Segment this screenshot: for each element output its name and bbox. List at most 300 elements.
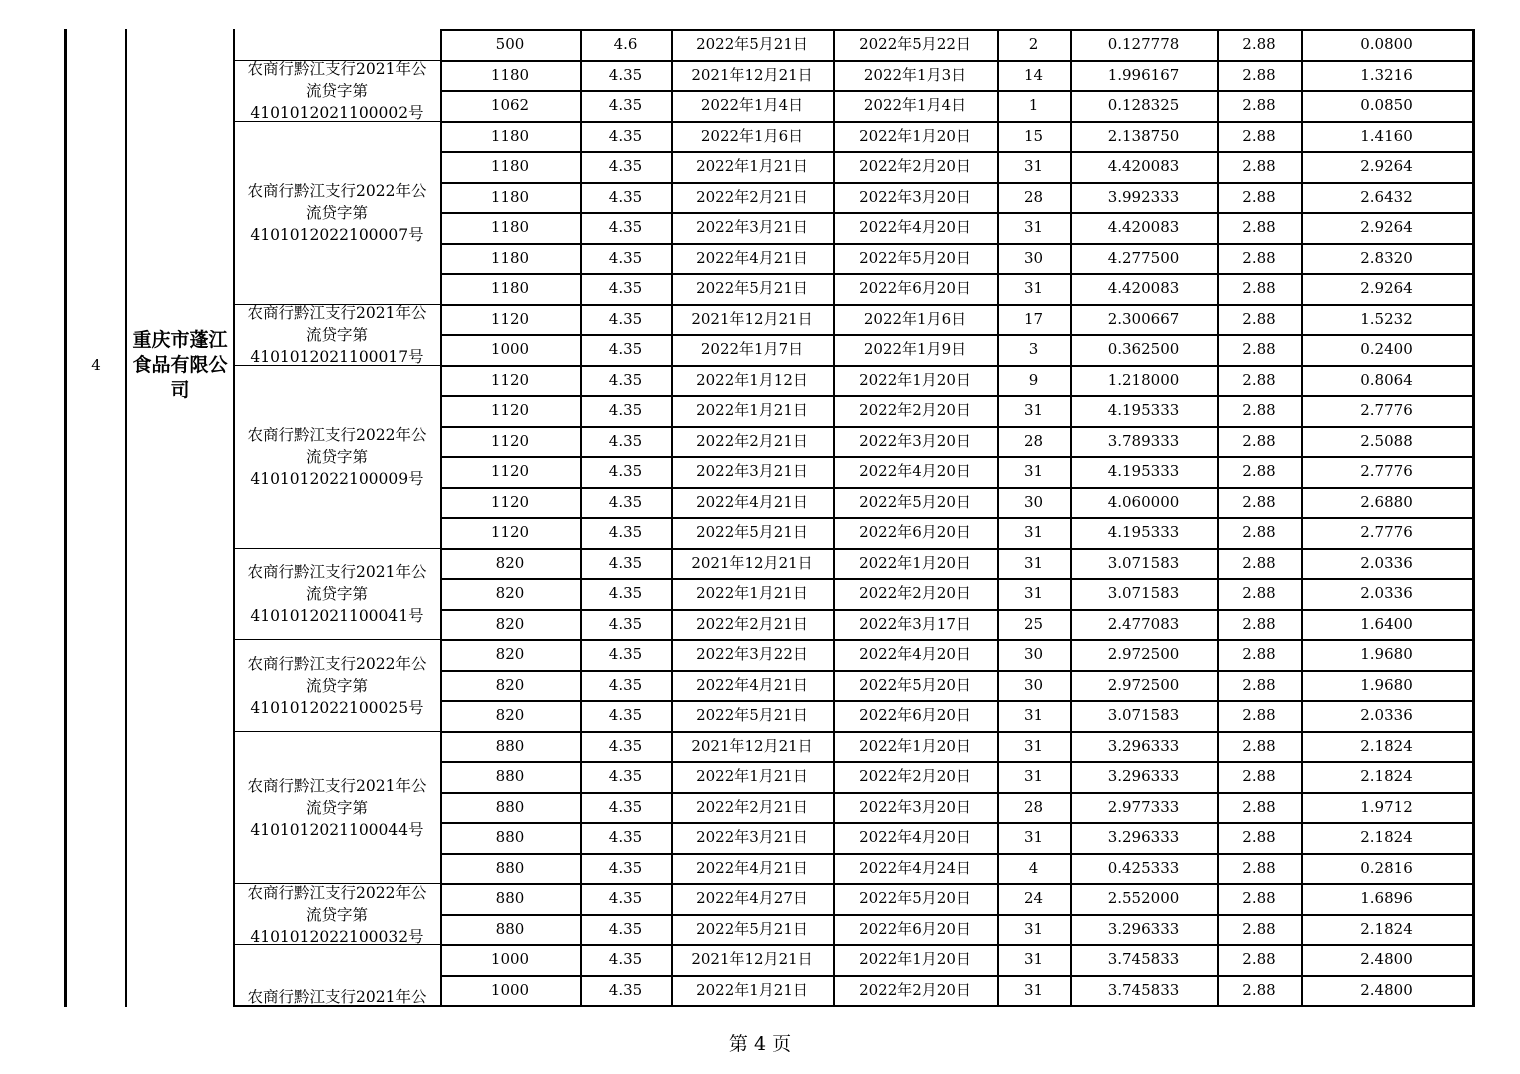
table-cell: 2.88 xyxy=(1242,797,1276,816)
table-cell: 820 xyxy=(495,614,525,633)
contract-text-line: 农商行黔江支行2021年公 xyxy=(247,988,427,1005)
table-cell: 2.88 xyxy=(1242,35,1276,53)
table-cell: 2.4800 xyxy=(1360,950,1413,968)
table-cell: 4.35 xyxy=(608,858,643,877)
table-cell: 4.195333 xyxy=(1107,462,1180,480)
table-cell: 2021年12月21日 xyxy=(691,736,813,755)
table-cell: 820 xyxy=(495,706,525,724)
outer-left-border xyxy=(64,29,67,1007)
table-cell: 31 xyxy=(1023,828,1044,846)
table-cell: 4.35 xyxy=(608,950,643,968)
table-cell: 1000 xyxy=(490,950,530,968)
table-cell: 3.745833 xyxy=(1107,980,1180,999)
table-cell: 4.35 xyxy=(608,340,643,358)
loan-contract-cell xyxy=(234,640,440,731)
table-cell: 2022年1月3日 xyxy=(863,65,967,84)
table-cell: 4.35 xyxy=(608,919,643,938)
table-cell: 1.3216 xyxy=(1360,65,1413,84)
table-cell: 2022年3月21日 xyxy=(696,462,808,480)
company-name: 重庆市蓬江食品有限公司 xyxy=(132,329,228,401)
table-cell: 2.88 xyxy=(1242,767,1276,785)
table-cell: 2022年1月4日 xyxy=(700,96,804,114)
table-cell: 25 xyxy=(1023,614,1044,633)
table-cell: 2022年2月21日 xyxy=(696,431,808,450)
table-cell: 2022年3月20日 xyxy=(859,187,971,206)
table-cell: 2022年2月20日 xyxy=(859,157,971,175)
table-cell: 2022年4月20日 xyxy=(859,218,971,236)
table-cell: 2.7776 xyxy=(1360,401,1413,419)
table-cell: 2.88 xyxy=(1242,340,1276,358)
table-cell: 880 xyxy=(495,889,525,907)
table-cell: 3.296333 xyxy=(1107,767,1180,785)
table-cell: 31 xyxy=(1023,523,1044,541)
column-border xyxy=(440,29,442,1007)
table-cell: 2.88 xyxy=(1242,309,1276,328)
table-cell: 1.5232 xyxy=(1360,309,1413,328)
table-cell: 2022年5月21日 xyxy=(696,523,808,541)
table-cell: 2022年6月20日 xyxy=(859,523,971,541)
table-cell: 4.420083 xyxy=(1107,157,1180,175)
table-cell: 820 xyxy=(495,584,525,602)
table-cell: 2022年6月20日 xyxy=(859,706,971,724)
table-cell: 880 xyxy=(495,858,525,877)
table-cell: 1 xyxy=(1028,96,1039,114)
contract-text-line: 4101012022100009号 xyxy=(250,470,424,488)
table-cell: 2.88 xyxy=(1242,431,1276,450)
contract-text-line: 4101012021100002号 xyxy=(250,104,424,121)
table-cell: 2022年1月21日 xyxy=(696,980,808,999)
table-cell: 30 xyxy=(1023,645,1044,663)
table-cell: 3.745833 xyxy=(1107,950,1180,968)
contract-text-line: 流贷字第 xyxy=(305,798,368,817)
contract-text-line: 农商行黔江支行2021年公 xyxy=(247,776,427,795)
table-cell: 0.425333 xyxy=(1107,858,1180,877)
table-cell: 1180 xyxy=(490,187,530,206)
table-cell: 2.9264 xyxy=(1360,279,1413,297)
table-cell: 0.0850 xyxy=(1360,96,1413,114)
table-cell: 2022年2月21日 xyxy=(696,187,808,206)
contract-text-line: 农商行黔江支行2021年公 xyxy=(247,563,427,582)
table-cell: 2022年2月20日 xyxy=(859,980,971,999)
table-cell: 820 xyxy=(495,553,525,572)
table-cell: 2021年12月21日 xyxy=(691,950,813,968)
table-cell: 2.88 xyxy=(1242,858,1276,877)
table-cell: 2022年1月21日 xyxy=(696,767,808,785)
table-cell: 2022年3月22日 xyxy=(696,645,808,663)
table-cell: 2022年4月21日 xyxy=(696,858,808,877)
table-cell: 28 xyxy=(1023,797,1044,816)
contract-text-line: 流贷字第 xyxy=(305,905,368,924)
table-cell: 2 xyxy=(1028,35,1039,53)
table-cell: 31 xyxy=(1023,401,1044,419)
table-cell: 31 xyxy=(1023,279,1044,297)
table-cell: 2022年4月20日 xyxy=(859,828,971,846)
table-cell: 4.6 xyxy=(613,35,638,53)
table-cell: 31 xyxy=(1023,950,1044,968)
table-cell: 2022年1月20日 xyxy=(859,950,971,968)
table-cell: 2022年4月21日 xyxy=(696,492,808,511)
table-cell: 4.35 xyxy=(608,431,643,450)
contract-text-line: 4101012022100025号 xyxy=(250,698,424,717)
table-cell: 1000 xyxy=(490,980,530,999)
table-cell: 2.88 xyxy=(1242,370,1276,389)
table-cell: 3.071583 xyxy=(1107,584,1180,602)
table-cell: 4.35 xyxy=(608,736,643,755)
table-cell: 1120 xyxy=(490,431,530,450)
table-cell: 2.8320 xyxy=(1360,248,1413,267)
table-cell: 1120 xyxy=(490,401,530,419)
table-cell: 4 xyxy=(1028,858,1039,877)
table-cell: 1180 xyxy=(490,157,530,175)
table-cell: 2022年2月20日 xyxy=(859,401,971,419)
table-cell: 2022年4月20日 xyxy=(859,462,971,480)
table-cell: 4.35 xyxy=(608,614,643,633)
table-cell: 2.88 xyxy=(1242,96,1276,114)
table-cell: 2022年2月20日 xyxy=(859,584,971,602)
table-cell: 2.88 xyxy=(1242,584,1276,602)
table-cell: 1120 xyxy=(490,309,530,328)
table-cell: 4.35 xyxy=(608,767,643,785)
table-cell: 2022年1月20日 xyxy=(859,736,971,755)
table-cell: 9 xyxy=(1028,370,1039,389)
table-cell: 1.6400 xyxy=(1360,614,1413,633)
table-cell: 2022年1月21日 xyxy=(696,401,808,419)
table-cell: 4.35 xyxy=(608,126,643,145)
table-cell: 28 xyxy=(1023,187,1044,206)
table-cell: 2.88 xyxy=(1242,401,1276,419)
table-cell: 4.195333 xyxy=(1107,523,1180,541)
table-cell: 2.88 xyxy=(1242,980,1276,999)
table-cell: 4.35 xyxy=(608,279,643,297)
contract-text-line: 4101012022100032号 xyxy=(250,927,424,944)
loan-contract-cell xyxy=(234,30,440,60)
table-cell: 0.2816 xyxy=(1360,858,1413,877)
table-cell: 2.88 xyxy=(1242,218,1276,236)
table-cell: 2.7776 xyxy=(1360,462,1413,480)
table-cell: 1.9712 xyxy=(1360,797,1413,816)
contract-text-line: 4101012022100007号 xyxy=(250,226,424,244)
table-cell: 31 xyxy=(1023,919,1044,938)
table-cell: 2021年12月21日 xyxy=(691,553,813,572)
contract-text-line: 农商行黔江支行2022年公 xyxy=(247,654,427,673)
table-cell: 4.35 xyxy=(608,523,643,541)
table-cell: 3.992333 xyxy=(1107,187,1180,206)
table-cell: 2022年1月12日 xyxy=(696,370,808,389)
loan-contract-cell xyxy=(234,61,440,121)
table-cell: 500 xyxy=(495,35,525,53)
table-cell: 4.060000 xyxy=(1107,492,1180,511)
table-cell: 4.35 xyxy=(608,828,643,846)
table-cell: 2022年4月20日 xyxy=(859,645,971,663)
column-border xyxy=(580,29,582,1007)
table-cell: 2.4800 xyxy=(1360,980,1413,999)
table-cell: 2.6880 xyxy=(1360,492,1413,511)
contract-text-line: 农商行黔江支行2022年公 xyxy=(247,884,427,902)
table-cell: 2.138750 xyxy=(1107,126,1180,145)
table-cell: 3.296333 xyxy=(1107,736,1180,755)
table-cell: 3.296333 xyxy=(1107,919,1180,938)
table-cell: 2.552000 xyxy=(1107,889,1180,907)
table-cell: 2.88 xyxy=(1242,187,1276,206)
table-cell: 2.977333 xyxy=(1107,797,1180,816)
table-cell: 2.5088 xyxy=(1360,431,1413,450)
table-cell: 2.88 xyxy=(1242,157,1276,175)
table-cell: 2022年3月20日 xyxy=(859,797,971,816)
table-cell: 1.4160 xyxy=(1360,126,1413,145)
table-cell: 2022年2月21日 xyxy=(696,614,808,633)
table-cell: 2022年5月21日 xyxy=(696,35,808,53)
table-cell: 2022年1月20日 xyxy=(859,126,971,145)
table-cell: 1180 xyxy=(490,218,530,236)
table-cell: 31 xyxy=(1023,553,1044,572)
table-cell: 4.277500 xyxy=(1107,248,1180,267)
table-cell: 15 xyxy=(1023,126,1044,145)
table-cell: 2022年4月27日 xyxy=(696,889,808,907)
table-cell: 4.420083 xyxy=(1107,218,1180,236)
table-cell: 1000 xyxy=(490,340,530,358)
table-cell: 2.88 xyxy=(1242,248,1276,267)
table-cell: 2.88 xyxy=(1242,65,1276,84)
table-cell: 2.1824 xyxy=(1360,736,1413,755)
table-cell: 1180 xyxy=(490,65,530,84)
contract-text-line: 农商行黔江支行2022年公 xyxy=(247,182,427,200)
row-divider xyxy=(440,1005,1473,1007)
table-cell: 2.0336 xyxy=(1360,584,1413,602)
table-cell: 1120 xyxy=(490,370,530,389)
column-border xyxy=(1301,29,1303,1007)
table-cell: 1.9680 xyxy=(1360,645,1413,663)
table-cell: 2.88 xyxy=(1242,706,1276,724)
table-cell: 2.0336 xyxy=(1360,706,1413,724)
column-border xyxy=(1472,29,1475,1007)
table-cell: 31 xyxy=(1023,706,1044,724)
column-border xyxy=(125,29,127,1007)
table-cell: 2.1824 xyxy=(1360,919,1413,938)
table-cell: 2.88 xyxy=(1242,553,1276,572)
table-cell: 2.477083 xyxy=(1107,614,1180,633)
table-cell: 820 xyxy=(495,645,525,663)
table-cell: 31 xyxy=(1023,218,1044,236)
table-cell: 3 xyxy=(1028,340,1039,358)
loan-contract-cell xyxy=(234,549,440,640)
table-cell: 2022年1月4日 xyxy=(863,96,967,114)
contract-text-line: 流贷字第 xyxy=(305,204,368,222)
column-border xyxy=(833,29,835,1007)
table-cell: 2022年3月21日 xyxy=(696,218,808,236)
table-cell: 2.88 xyxy=(1242,645,1276,663)
table-cell: 2022年5月21日 xyxy=(696,279,808,297)
table-cell: 2.88 xyxy=(1242,828,1276,846)
table-cell: 2.88 xyxy=(1242,279,1276,297)
table-cell: 2.1824 xyxy=(1360,828,1413,846)
table-cell: 4.35 xyxy=(608,645,643,663)
table-cell: 3.071583 xyxy=(1107,706,1180,724)
table-cell: 2022年3月21日 xyxy=(696,828,808,846)
table-cell: 880 xyxy=(495,828,525,846)
table-cell: 2022年5月20日 xyxy=(859,889,971,907)
row-number: 4 xyxy=(91,356,101,374)
table-cell: 2022年1月7日 xyxy=(700,340,804,358)
table-cell: 4.35 xyxy=(608,553,643,572)
table-cell: 2022年6月20日 xyxy=(859,919,971,938)
table-cell: 4.35 xyxy=(608,980,643,999)
table-cell: 2022年5月22日 xyxy=(859,35,971,53)
table-cell: 2022年5月20日 xyxy=(859,248,971,267)
table-cell: 1.6896 xyxy=(1360,889,1413,907)
contract-text-line: 4101012021100041号 xyxy=(250,607,424,626)
table-cell: 2022年2月21日 xyxy=(696,797,808,816)
table-cell: 880 xyxy=(495,767,525,785)
table-cell: 2.0336 xyxy=(1360,553,1413,572)
contract-text-line: 农商行黔江支行2021年公 xyxy=(247,304,427,322)
table-cell: 2022年6月20日 xyxy=(859,279,971,297)
table-cell: 880 xyxy=(495,797,525,816)
table-cell: 2.972500 xyxy=(1107,675,1180,694)
table-cell: 1120 xyxy=(490,523,530,541)
table-cell: 4.35 xyxy=(608,492,643,511)
table-cell: 3.296333 xyxy=(1107,828,1180,846)
table-cell: 2.300667 xyxy=(1107,309,1180,328)
loan-contract-cell xyxy=(234,122,440,304)
table-cell: 2.9264 xyxy=(1360,218,1413,236)
table-cell: 30 xyxy=(1023,248,1044,267)
table-cell: 31 xyxy=(1023,736,1044,755)
table-cell: 2022年5月21日 xyxy=(696,706,808,724)
table-cell: 4.35 xyxy=(608,797,643,816)
table-cell: 31 xyxy=(1023,767,1044,785)
table-cell: 1120 xyxy=(490,492,530,511)
table-cell: 2.88 xyxy=(1242,889,1276,907)
table-cell: 17 xyxy=(1023,309,1044,328)
table-cell: 31 xyxy=(1023,462,1044,480)
table-cell: 2022年3月20日 xyxy=(859,431,971,450)
table-cell: 1180 xyxy=(490,126,530,145)
column-border xyxy=(233,29,235,1007)
table-cell: 2022年4月21日 xyxy=(696,248,808,267)
table-cell: 2.88 xyxy=(1242,523,1276,541)
table-cell: 2.88 xyxy=(1242,675,1276,694)
table-cell: 4.35 xyxy=(608,675,643,694)
table-cell: 1062 xyxy=(490,96,530,114)
table-cell: 1.218000 xyxy=(1107,370,1180,389)
table-cell: 31 xyxy=(1023,157,1044,175)
table-cell: 2021年12月21日 xyxy=(691,65,813,84)
table-cell: 24 xyxy=(1023,889,1044,907)
table-cell: 4.35 xyxy=(608,309,643,328)
table-cell: 1180 xyxy=(490,279,530,297)
table-cell: 2022年1月20日 xyxy=(859,553,971,572)
page-footer: 第 4 页 xyxy=(728,1033,792,1055)
table-cell: 2.88 xyxy=(1242,126,1276,145)
table-cell: 2.88 xyxy=(1242,919,1276,938)
table-cell: 1.996167 xyxy=(1107,65,1180,84)
table-cell: 880 xyxy=(495,736,525,755)
table-cell: 880 xyxy=(495,919,525,938)
column-border xyxy=(1217,29,1219,1007)
table-cell: 2022年3月17日 xyxy=(859,614,971,633)
table-cell: 4.35 xyxy=(608,248,643,267)
table-cell: 30 xyxy=(1023,675,1044,694)
contract-text-line: 流贷字第 xyxy=(305,82,368,100)
table-cell: 4.35 xyxy=(608,584,643,602)
contract-text-line: 4101012021100044号 xyxy=(250,820,424,839)
table-cell: 4.35 xyxy=(608,187,643,206)
table-cell: 2022年5月20日 xyxy=(859,492,971,511)
table-cell: 2.88 xyxy=(1242,736,1276,755)
table-cell: 2022年4月21日 xyxy=(696,675,808,694)
table-cell: 2.1824 xyxy=(1360,767,1413,785)
table-cell: 2.88 xyxy=(1242,492,1276,511)
table-cell: 2.88 xyxy=(1242,950,1276,968)
column-border xyxy=(997,29,999,1007)
table-cell: 4.35 xyxy=(608,96,643,114)
loan-contract-cell xyxy=(234,305,440,365)
table-cell: 4.420083 xyxy=(1107,279,1180,297)
table-cell: 3.071583 xyxy=(1107,553,1180,572)
contract-text-line: 流贷字第 xyxy=(305,676,368,695)
table-cell: 1.9680 xyxy=(1360,675,1413,694)
table-cell: 1120 xyxy=(490,462,530,480)
table-cell: 2022年1月9日 xyxy=(863,340,967,358)
table-cell: 30 xyxy=(1023,492,1044,511)
table-cell: 2.6432 xyxy=(1360,187,1413,206)
loan-contract-cell xyxy=(234,945,440,1005)
table-cell: 4.35 xyxy=(608,401,643,419)
loan-contract-cell xyxy=(234,884,440,944)
loan-contract-cell xyxy=(234,366,440,548)
table-cell: 4.35 xyxy=(608,462,643,480)
table-cell: 2.88 xyxy=(1242,462,1276,480)
column-border xyxy=(671,29,673,1007)
table-cell: 14 xyxy=(1023,65,1044,84)
table-cell: 0.8064 xyxy=(1360,370,1413,389)
table-cell: 4.35 xyxy=(608,218,643,236)
contract-text-line: 流贷字第 xyxy=(305,448,368,466)
table-cell: 2022年2月20日 xyxy=(859,767,971,785)
table-cell: 2.7776 xyxy=(1360,523,1413,541)
table-cell: 4.35 xyxy=(608,370,643,389)
table-cell: 2022年5月20日 xyxy=(859,675,971,694)
table-cell: 2.88 xyxy=(1242,614,1276,633)
contract-text-line: 流贷字第 xyxy=(305,326,368,344)
table-cell: 0.362500 xyxy=(1107,340,1180,358)
table-cell: 0.127778 xyxy=(1107,35,1180,53)
table-cell: 4.195333 xyxy=(1107,401,1180,419)
table-cell: 1180 xyxy=(490,248,530,267)
table-cell: 2.972500 xyxy=(1107,645,1180,663)
table-cell: 2021年12月21日 xyxy=(691,309,813,328)
table-cell: 4.35 xyxy=(608,157,643,175)
contract-text-line: 农商行黔江支行2021年公 xyxy=(247,60,427,78)
contract-text-line: 农商行黔江支行2022年公 xyxy=(247,426,427,444)
table-cell: 2022年5月21日 xyxy=(696,919,808,938)
table-cell: 2022年1月20日 xyxy=(859,370,971,389)
table-cell: 0.128325 xyxy=(1107,96,1180,114)
table-cell: 2022年1月6日 xyxy=(863,309,967,328)
table-cell: 4.35 xyxy=(608,706,643,724)
table-cell: 3.789333 xyxy=(1107,431,1180,450)
table-cell: 2022年1月6日 xyxy=(700,126,804,145)
table-cell: 820 xyxy=(495,675,525,694)
table-cell: 2.9264 xyxy=(1360,157,1413,175)
loan-contract-cell xyxy=(234,732,440,884)
contract-text-line: 4101012021100017号 xyxy=(250,348,424,365)
table-cell: 2022年1月21日 xyxy=(696,157,808,175)
table-cell: 31 xyxy=(1023,980,1044,999)
table-cell: 31 xyxy=(1023,584,1044,602)
table-cell: 2022年4月24日 xyxy=(859,858,971,877)
column-border xyxy=(1070,29,1072,1007)
